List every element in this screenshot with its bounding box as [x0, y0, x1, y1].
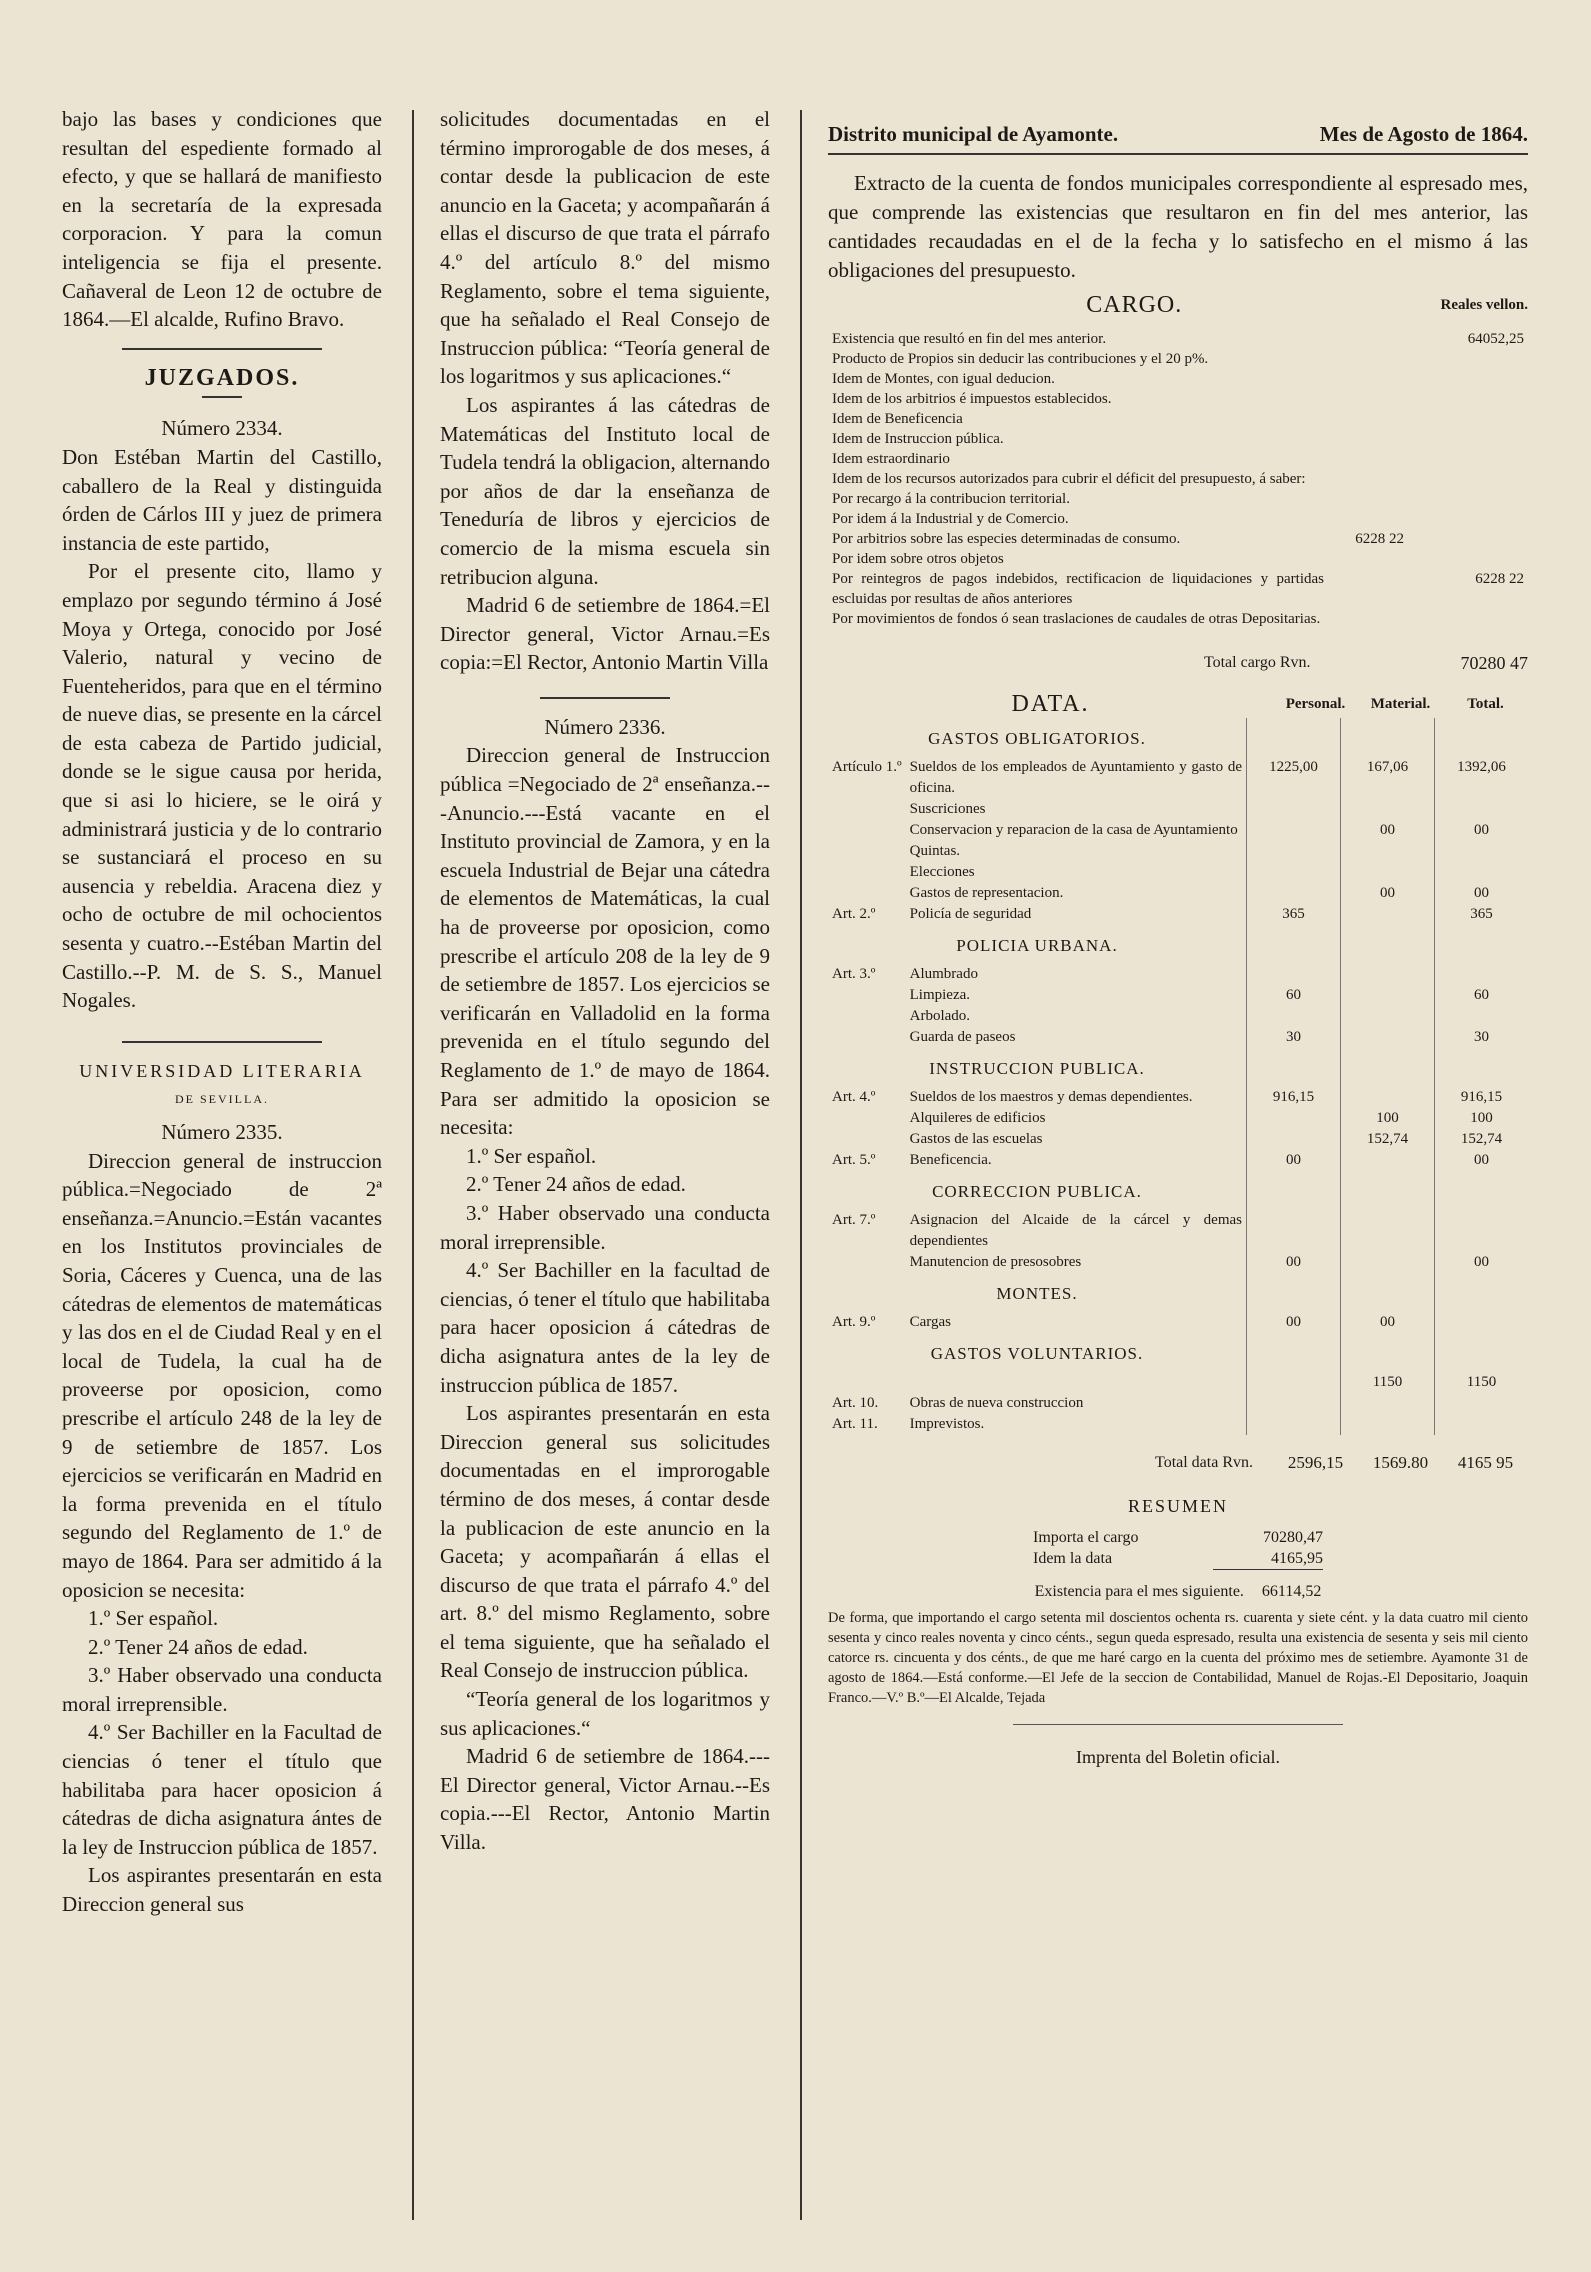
- account-header: [828, 120, 1528, 155]
- cargo-partial: [1328, 489, 1408, 509]
- data-row: [828, 820, 1528, 841]
- data-material: [1341, 985, 1435, 1006]
- total-header: Total.: [1467, 695, 1504, 712]
- data-label: Sueldos de los maestros y demas dependientes.: [909, 1089, 1193, 1106]
- distrito-label: Distrito municipal de Ayamonte.: [828, 122, 1119, 146]
- data-section-spacer: [1247, 1333, 1341, 1372]
- section-divider: [122, 348, 322, 350]
- data-article: Art. 7.º: [832, 1212, 876, 1229]
- data-section-row: [828, 1273, 1528, 1312]
- cargo-title: CARGO.: [1086, 291, 1183, 318]
- data-row: [828, 904, 1528, 925]
- data-material: [1341, 1006, 1435, 1027]
- data-personal: 30: [1247, 1027, 1341, 1048]
- requirement-item: 3.º Haber observado una conducta moral irreprensible.: [62, 1663, 382, 1716]
- data-total: 00: [1435, 820, 1529, 841]
- data-material: [1341, 1087, 1435, 1108]
- data-label: Manutencion de presosobres: [909, 1254, 1082, 1271]
- cargo-amount: [1408, 549, 1528, 569]
- data-section-spacer: [1247, 1171, 1341, 1210]
- data-article: Art. 3.º: [832, 966, 876, 983]
- data-article: Artículo 1.º: [832, 759, 902, 776]
- data-row: [828, 1312, 1528, 1333]
- cargo-label: Por idem sobre otros objetos: [832, 551, 1004, 568]
- requirement-item: 1.º Ser español.: [466, 1143, 597, 1168]
- data-total: [1435, 1312, 1529, 1333]
- data-personal: 00: [1247, 1312, 1341, 1333]
- data-personal: 60: [1247, 985, 1341, 1006]
- cañaveral-notice-end: bajo las bases y condiciones que resultan del espediente formado al efecto, y que se hallará de manifiesto en la secretaría de la expresada corporacion. Y para la comun inteligencia se fija el presente. Cañaveral de Leon 12 de octubre de 1864.—El alcalde, Rufino Bravo.: [62, 107, 382, 332]
- data-total: 152,74: [1435, 1129, 1529, 1150]
- data-header: [828, 690, 1528, 719]
- cargo-amount: [1408, 609, 1528, 629]
- cargo-amount: [1408, 369, 1528, 389]
- data-total: 365: [1435, 904, 1529, 925]
- column-3: [828, 112, 1528, 1790]
- cargo-amount: [1408, 529, 1528, 549]
- cargo-amount: [1408, 389, 1528, 409]
- data-row: [828, 1372, 1528, 1393]
- total-data-total: 4165 95: [1457, 1453, 1514, 1473]
- data-label: [906, 1372, 1247, 1393]
- cargo-partial: [1328, 569, 1408, 609]
- notice-number-2336: Número 2336.: [544, 714, 666, 739]
- data-material: [1341, 964, 1435, 985]
- data-section-title: GASTOS VOLUNTARIOS.: [930, 1344, 1144, 1364]
- cargo-label: Por reintegros de pagos indebidos, rectificacion de liquidaciones y partidas escluidas por resultas de años anteriores: [832, 571, 1324, 608]
- data-article: [828, 1027, 906, 1048]
- footer-rule: [1013, 1724, 1343, 1725]
- data-article: [828, 1372, 906, 1393]
- data-personal: 00: [1247, 1252, 1341, 1273]
- data-total: [1435, 862, 1529, 883]
- data-material: 167,06: [1341, 757, 1435, 799]
- data-material: 1150: [1341, 1372, 1435, 1393]
- data-label: Obras de nueva construccion: [909, 1395, 1084, 1412]
- juzgado-body: Por el presente cito, llamo y emplazo por segundo término á José Moya y Ortega, conocido por José Valerio, natural y vecino de Fuenteheridos, para que en el término de nueve dias, se presente en la cárcel de esta cabeza de Partido judicial, donde se le sigue causa por herida, que si asi lo hiciere, se le oirá y administrará justicia y de lo contrario se sustanciará el proceso en su ausencia y rebeldia. Aracena diez y ocho de octubre de mil ochocientos sesenta y cuatro.--Estéban Martin del Castillo.--P. M. de S. S., Manuel Nogales.: [62, 559, 382, 1013]
- data-personal: [1247, 1108, 1341, 1129]
- data-article: Art. 9.º: [832, 1314, 876, 1331]
- heading-underline: [202, 396, 242, 398]
- data-row: [828, 964, 1528, 985]
- data-total: 00: [1435, 1150, 1529, 1171]
- cargo-partial: [1328, 449, 1408, 469]
- data-row: [828, 757, 1528, 799]
- data-article: [828, 883, 906, 904]
- cargo-partial: [1328, 609, 1408, 629]
- requirement-item: 4.º Ser Bachiller en la Facultad de ciencias ó tener el título que habilitaba para hacer oposicion á cátedras de dicha asignatura ántes de la ley de Instruccion pública de 1857.: [62, 1720, 382, 1859]
- data-personal: [1247, 1129, 1341, 1150]
- data-article: [828, 799, 906, 820]
- notice-2335-continuation: solicitudes documentadas en el término improrogable de dos meses, á contar desde la publicacion de este anuncio en la Gaceta; y acompañarán á ellas el discurso de que trata el párrafo 4.º del artículo 8.º del mismo Reglamento, sobre el tema siguiente, que ha señalado el Real Consejo de Instruccion pública: “Teoría general de los logaritmos y sus aplicaciones.“: [440, 107, 770, 389]
- data-section-spacer: [1435, 1171, 1529, 1210]
- resumen-heading: RESUMEN: [1127, 1495, 1228, 1516]
- cargo-row: [828, 509, 1528, 529]
- data-section-spacer: [1247, 718, 1341, 757]
- cargo-partial: [1328, 469, 1408, 489]
- data-material: [1341, 799, 1435, 820]
- data-section-title: INSTRUCCION PUBLICA.: [929, 1059, 1145, 1079]
- data-material: [1341, 1210, 1435, 1252]
- cargo-amount: [1408, 429, 1528, 449]
- existencia-row: [828, 1578, 1528, 1607]
- data-section-title: POLICIA URBANA.: [956, 936, 1118, 956]
- cargo-amount: 64052,25: [1467, 331, 1524, 348]
- data-label: Guarda de paseos: [909, 1029, 1016, 1046]
- notice-2336-theme: “Teoría general de los logaritmos y sus aplicaciones.“: [440, 1687, 770, 1740]
- cargo-partial: [1328, 549, 1408, 569]
- data-section-spacer: [1247, 1048, 1341, 1087]
- data-label: Alquileres de edificios: [909, 1110, 1046, 1127]
- cargo-partial: [1328, 409, 1408, 429]
- data-material: 00: [1341, 883, 1435, 904]
- data-row: [828, 1027, 1528, 1048]
- cargo-table: [828, 329, 1528, 629]
- data-total: [1435, 1210, 1529, 1252]
- requirement-item: 3.º Haber observado una conducta moral irreprensible.: [440, 1200, 770, 1254]
- data-material: 152,74: [1341, 1129, 1435, 1150]
- requirement-item: 2.º Tener 24 años de edad.: [88, 1634, 308, 1659]
- data-section-title: GASTOS OBLIGATORIOS.: [928, 729, 1146, 749]
- data-total: 1150: [1435, 1372, 1529, 1393]
- data-row: [828, 1414, 1528, 1435]
- total-cargo-label: Total cargo Rvn.: [1203, 654, 1311, 672]
- closing-paragraph: De forma, que importando el cargo setenta mil doscientos ochenta rs. cuarenta y siete cént. y la data cuatro mil ciento sesenta y cinco reales noventa y cinco cénts., segun queda espresado, resulta una existencia de sesenta y seis mil ciento catorce rs. cincuenta y dos cénts., de que me haré cargo en la cuenta del próximo mes de setiembre. Ayamonte 31 de agosto de 1864.—Está conforme.—El Jefe de la seccion de Contabilidad, Manuel de Rojas.-El Depositario, Joaquin Franco.—V.º B.º—El Alcalde, Tejada: [828, 1610, 1528, 1707]
- section-divider: [122, 1041, 322, 1043]
- data-personal: [1247, 1414, 1341, 1435]
- tudela-paragraph: Los aspirantes á las cátedras de Matemáticas del Instituto local de Tudela tendrá la obligacion, alternando por años de dar la enseñanza de Teneduría de libros y ejercicios de comercio de la misma escuela sin retribucion alguna.: [440, 392, 770, 589]
- data-total: [1435, 841, 1529, 862]
- data-total: 00: [1435, 1252, 1529, 1273]
- resumen-data-label: Idem la data: [1033, 1549, 1113, 1567]
- cargo-row: [828, 389, 1528, 409]
- cargo-header: [828, 291, 1528, 320]
- data-total: 00: [1435, 883, 1529, 904]
- section-divider: [540, 697, 670, 699]
- data-section-spacer: [1341, 1048, 1435, 1087]
- cargo-amount: [1408, 449, 1528, 469]
- data-row: [828, 883, 1528, 904]
- requirement-item: 4.º Ser Bachiller en la facultad de ciencias, ó tener el título que habilitaba para hacer oposicion á cátedras de dicha asignatura antes de la ley de instruccion pública de 1857.: [440, 1258, 770, 1397]
- data-article: [828, 1108, 906, 1129]
- cargo-row: [828, 369, 1528, 389]
- data-label: Imprevistos.: [909, 1416, 985, 1433]
- cargo-partial: [1328, 509, 1408, 529]
- notice-number-2335: Número 2335.: [161, 1120, 283, 1144]
- data-article: Art. 11.: [832, 1416, 878, 1433]
- cargo-label: Existencia que resultó en fin del mes anterior.: [832, 331, 1107, 348]
- data-total: 1392,06: [1435, 757, 1529, 799]
- imprenta-footer: Imprenta del Boletin oficial.: [1076, 1747, 1280, 1768]
- data-material: [1341, 1393, 1435, 1414]
- data-label: Limpieza.: [909, 987, 971, 1004]
- cargo-partial: [1328, 369, 1408, 389]
- data-row: [828, 1087, 1528, 1108]
- data-personal: [1247, 862, 1341, 883]
- data-row: [828, 985, 1528, 1006]
- data-label: Cargas: [909, 1314, 952, 1331]
- data-table: [828, 718, 1528, 1435]
- data-total: 916,15: [1435, 1087, 1529, 1108]
- cargo-partial: [1328, 329, 1408, 349]
- resumen-data-value: 4165,95: [1213, 1548, 1323, 1570]
- notice-2336-signature: Madrid 6 de setiembre de 1864.---El Director general, Victor Arnau.--Es copia.---El Rector, Antonio Martin Villa.: [440, 1744, 770, 1855]
- cargo-row: [828, 349, 1528, 369]
- cargo-row: [828, 429, 1528, 449]
- column-1: [62, 105, 382, 1919]
- data-material: [1341, 841, 1435, 862]
- account-intro: Extracto de la cuenta de fondos municipales correspondiente al espresado mes, que comprende las existencias que resultaron en fin del mes anterior, las cantidades recaudadas en el de la fecha y lo satisfecho en el mismo á las obligaciones del presupuesto.: [828, 170, 1528, 282]
- cargo-label: Por idem á la Industrial y de Comercio.: [832, 511, 1069, 528]
- cargo-row: [828, 469, 1528, 489]
- data-label: Suscriciones: [909, 801, 986, 818]
- notice-2335-continued: Los aspirantes presentarán en esta Direccion general sus: [62, 1863, 382, 1917]
- data-personal: [1247, 799, 1341, 820]
- data-section-row: [828, 718, 1528, 757]
- resumen-cargo-row: [828, 1527, 1528, 1548]
- data-personal: 1225,00: [1247, 757, 1341, 799]
- data-total: [1435, 1393, 1529, 1414]
- data-total: [1435, 1006, 1529, 1027]
- cargo-label: Por movimientos de fondos ó sean traslaciones de caudales de otras Depositarias.: [832, 611, 1321, 628]
- data-row: [828, 1006, 1528, 1027]
- data-personal: [1247, 1006, 1341, 1027]
- data-row: [828, 1393, 1528, 1414]
- data-label: Gastos de las escuelas: [909, 1131, 1043, 1148]
- notice-2336-body: Direccion general de Instruccion pública =Negociado de 2ª enseñanza.---Anuncio.---Está vacante en el Instituto provincial de Zamora, y en la escuela Industrial de Bejar una cátedra de elementos de Matemáticas, la cual ha de proveerse por oposicion, como prescribe el artículo 208 de la ley de 9 de setiembre de 1857. Los ejercicios se verificarán en Valladolid en la forma prevenida en el título segundo del Reglamento de 1.º de mayo de 1864. Para ser admitido la oposicion se necesita:: [440, 743, 770, 1140]
- data-article: [828, 820, 906, 841]
- data-row: [828, 1108, 1528, 1129]
- cargo-label: Idem de Instruccion pública.: [832, 431, 1004, 448]
- column-2: [440, 105, 770, 1857]
- total-data-label: Total data Rvn.: [1155, 1454, 1253, 1472]
- data-article: Art. 4.º: [832, 1089, 876, 1106]
- data-article: [828, 1252, 906, 1273]
- data-row: [828, 1252, 1528, 1273]
- data-row: [828, 1150, 1528, 1171]
- total-cargo-value: 70280 47: [1460, 653, 1528, 674]
- data-section-title: MONTES.: [996, 1284, 1078, 1304]
- data-material: [1341, 1414, 1435, 1435]
- data-section-spacer: [1247, 1273, 1341, 1312]
- data-material: [1341, 862, 1435, 883]
- data-article: Art. 2.º: [832, 906, 876, 923]
- requirement-item: 2.º Tener 24 años de edad.: [466, 1172, 686, 1197]
- data-section-spacer: [1435, 925, 1529, 964]
- data-material: 00: [1341, 1312, 1435, 1333]
- cargo-row: [828, 549, 1528, 569]
- data-section-spacer: [1341, 925, 1435, 964]
- cargo-row: [828, 409, 1528, 429]
- data-article: [828, 862, 906, 883]
- data-article: [828, 1129, 906, 1150]
- data-total: 60: [1435, 985, 1529, 1006]
- resumen-cargo-value: 70280,47: [1263, 1528, 1323, 1546]
- data-personal: [1247, 841, 1341, 862]
- data-total: [1435, 964, 1529, 985]
- data-section-row: [828, 925, 1528, 964]
- data-section-spacer: [1435, 1048, 1529, 1087]
- data-material: 100: [1341, 1108, 1435, 1129]
- data-section-spacer: [1341, 1273, 1435, 1312]
- cargo-partial: [1328, 389, 1408, 409]
- juzgado-intro: Don Estéban Martin del Castillo, caballero de la Real y distinguida órden de Cárlos III y juez de primera instancia de este partido,: [62, 444, 382, 555]
- data-material: 00: [1341, 820, 1435, 841]
- data-section-spacer: [1435, 718, 1529, 757]
- cargo-label: Por recargo á la contribucion territorial.: [832, 491, 1070, 508]
- total-data-row: [828, 1449, 1528, 1478]
- cargo-row: [828, 569, 1528, 609]
- cargo-label: Idem estraordinario: [832, 451, 950, 468]
- cargo-amount: [1408, 349, 1528, 369]
- cargo-row: [828, 329, 1528, 349]
- data-row: [828, 862, 1528, 883]
- cargo-label: Idem de los recursos autorizados para cubrir el déficit del presupuesto, á saber:: [832, 471, 1306, 488]
- data-section-spacer: [1435, 1333, 1529, 1372]
- data-material: [1341, 1252, 1435, 1273]
- cargo-row: [828, 449, 1528, 469]
- cargo-label: Por arbitrios sobre las especies determinadas de consumo.: [832, 531, 1181, 548]
- data-label: Asignacion del Alcaide de la cárcel y demas dependientes: [909, 1212, 1242, 1250]
- cargo-row: [828, 529, 1528, 549]
- data-personal: 00: [1247, 1150, 1341, 1171]
- data-label: Arbolado.: [909, 1008, 971, 1025]
- universidad-subheading: DE SEVILLA.: [175, 1092, 269, 1107]
- data-section-row: [828, 1048, 1528, 1087]
- notice-2335-signature: Madrid 6 de setiembre de 1864.=El Director general, Victor Arnau.=Es copia:=El Rector, Antonio Martin Villa: [440, 593, 770, 675]
- cargo-amount: [1408, 509, 1528, 529]
- data-article: [828, 985, 906, 1006]
- column-rule-1: [412, 110, 414, 2220]
- personal-header: Personal.: [1285, 695, 1346, 712]
- data-personal: 916,15: [1247, 1087, 1341, 1108]
- cargo-label: Producto de Propios sin deducir las contribuciones y el 20 p%.: [832, 351, 1209, 368]
- requirement-item: 1.º Ser español.: [88, 1606, 219, 1631]
- cargo-label: Idem de los arbitrios é impuestos establecidos.: [832, 391, 1112, 408]
- data-label: Sueldos de los empleados de Ayuntamiento y gasto de oficina.: [909, 759, 1242, 797]
- data-label: Policía de seguridad: [909, 906, 1032, 923]
- cargo-amount: [1408, 489, 1528, 509]
- data-total: 100: [1435, 1108, 1529, 1129]
- data-section-title: CORRECCION PUBLICA.: [932, 1182, 1142, 1202]
- data-label: Alumbrado: [909, 966, 978, 983]
- data-personal: [1247, 1210, 1341, 1252]
- data-personal: [1247, 1372, 1341, 1393]
- data-row: [828, 1210, 1528, 1252]
- cargo-amount: [1408, 409, 1528, 429]
- data-personal: [1247, 820, 1341, 841]
- data-row: [828, 841, 1528, 862]
- data-label: Gastos de representacion.: [909, 885, 1064, 902]
- mes-label: Mes de Agosto de 1864.: [1319, 122, 1528, 146]
- data-row: [828, 799, 1528, 820]
- reales-vellon-label: Reales vellon.: [1440, 296, 1528, 313]
- data-section-spacer: [1247, 925, 1341, 964]
- data-label: Beneficencia.: [909, 1152, 992, 1169]
- notice-2335-body: Direccion general de instruccion pública.=Negociado de 2ª enseñanza.=Anuncio.=Están vacantes en los Institutos provinciales de Soria, Cáceres y Cuenca, una de las cátedras de elementos de matemáticas y las dos en el de Ciudad Real y en el local de Tudela, la cual ha de proveerse por oposicion, como prescribe el artículo 248 de la ley de 9 de setiembre de 1857. Los ejercicios se verificarán en Madrid en la forma prevenida en el título segundo del Reglamento de 1.º de mayo de 1864. Para ser admitido á la oposicion se necesita:: [62, 1148, 382, 1602]
- data-personal: [1247, 964, 1341, 985]
- total-cargo-row: [828, 649, 1528, 678]
- data-total: [1435, 799, 1529, 820]
- cargo-row: [828, 489, 1528, 509]
- existencia-value: 66114,52: [1261, 1582, 1322, 1600]
- total-data-personal: 2596,15: [1287, 1453, 1344, 1473]
- notice-2336-aspirantes: Los aspirantes presentarán en esta Direccion general sus solicitudes documentadas en el improrogable término de dos meses, á contar desde la publicacion de este anuncio en la Gaceta; y acompañarán á ellas el discurso de que trata el párrafo 4.º del art. 8.º del mismo Reglamento, sobre el tema siguiente, que ha señalado el Real Consejo de instruccion pública.: [440, 1401, 770, 1683]
- material-header: Material.: [1370, 695, 1431, 712]
- universidad-heading: UNIVERSIDAD LITERARIA: [79, 1060, 365, 1081]
- data-total: 30: [1435, 1027, 1529, 1048]
- data-material: [1341, 1150, 1435, 1171]
- total-data-material: 1569.80: [1372, 1453, 1429, 1473]
- cargo-partial: [1328, 429, 1408, 449]
- data-total: [1435, 1414, 1529, 1435]
- cargo-label: Idem de Beneficencia: [832, 411, 963, 428]
- existencia-label: Existencia para el mes siguiente.: [1034, 1582, 1244, 1600]
- cargo-amount: 6228 22: [1475, 571, 1524, 588]
- resumen-data-row: [828, 1548, 1528, 1570]
- juzgados-heading: JUZGADOS.: [144, 364, 300, 391]
- notice-number-2334: Número 2334.: [161, 416, 283, 441]
- data-article: Art. 10.: [832, 1395, 879, 1412]
- data-section-spacer: [1435, 1273, 1529, 1312]
- data-title: DATA.: [1011, 690, 1090, 717]
- cargo-amount: [1408, 469, 1528, 489]
- data-personal: [1247, 883, 1341, 904]
- cargo-partial: [1328, 349, 1408, 369]
- data-section-spacer: [1341, 1333, 1435, 1372]
- data-label: Conservacion y reparacion de la casa de Ayuntamiento: [909, 822, 1238, 839]
- data-personal: 365: [1247, 904, 1341, 925]
- resumen-cargo-label: Importa el cargo: [1033, 1528, 1139, 1546]
- cargo-partial: 6228 22: [1355, 531, 1404, 548]
- data-material: [1341, 1027, 1435, 1048]
- data-article: Art. 5.º: [832, 1152, 876, 1169]
- data-section-row: [828, 1333, 1528, 1372]
- data-label: Elecciones: [909, 864, 975, 881]
- data-section-spacer: [1341, 718, 1435, 757]
- data-section-spacer: [1341, 1171, 1435, 1210]
- cargo-row: [828, 609, 1528, 629]
- data-article: [828, 1006, 906, 1027]
- column-rule-2: [800, 110, 802, 2220]
- data-article: [828, 841, 906, 862]
- data-section-row: [828, 1171, 1528, 1210]
- data-personal: [1247, 1393, 1341, 1414]
- data-label: Quintas.: [909, 843, 961, 860]
- data-material: [1341, 904, 1435, 925]
- data-row: [828, 1129, 1528, 1150]
- requirements-list: [440, 1142, 770, 1399]
- requirements-list: [62, 1604, 382, 1861]
- cargo-label: Idem de Montes, con igual deducion.: [832, 371, 1055, 388]
